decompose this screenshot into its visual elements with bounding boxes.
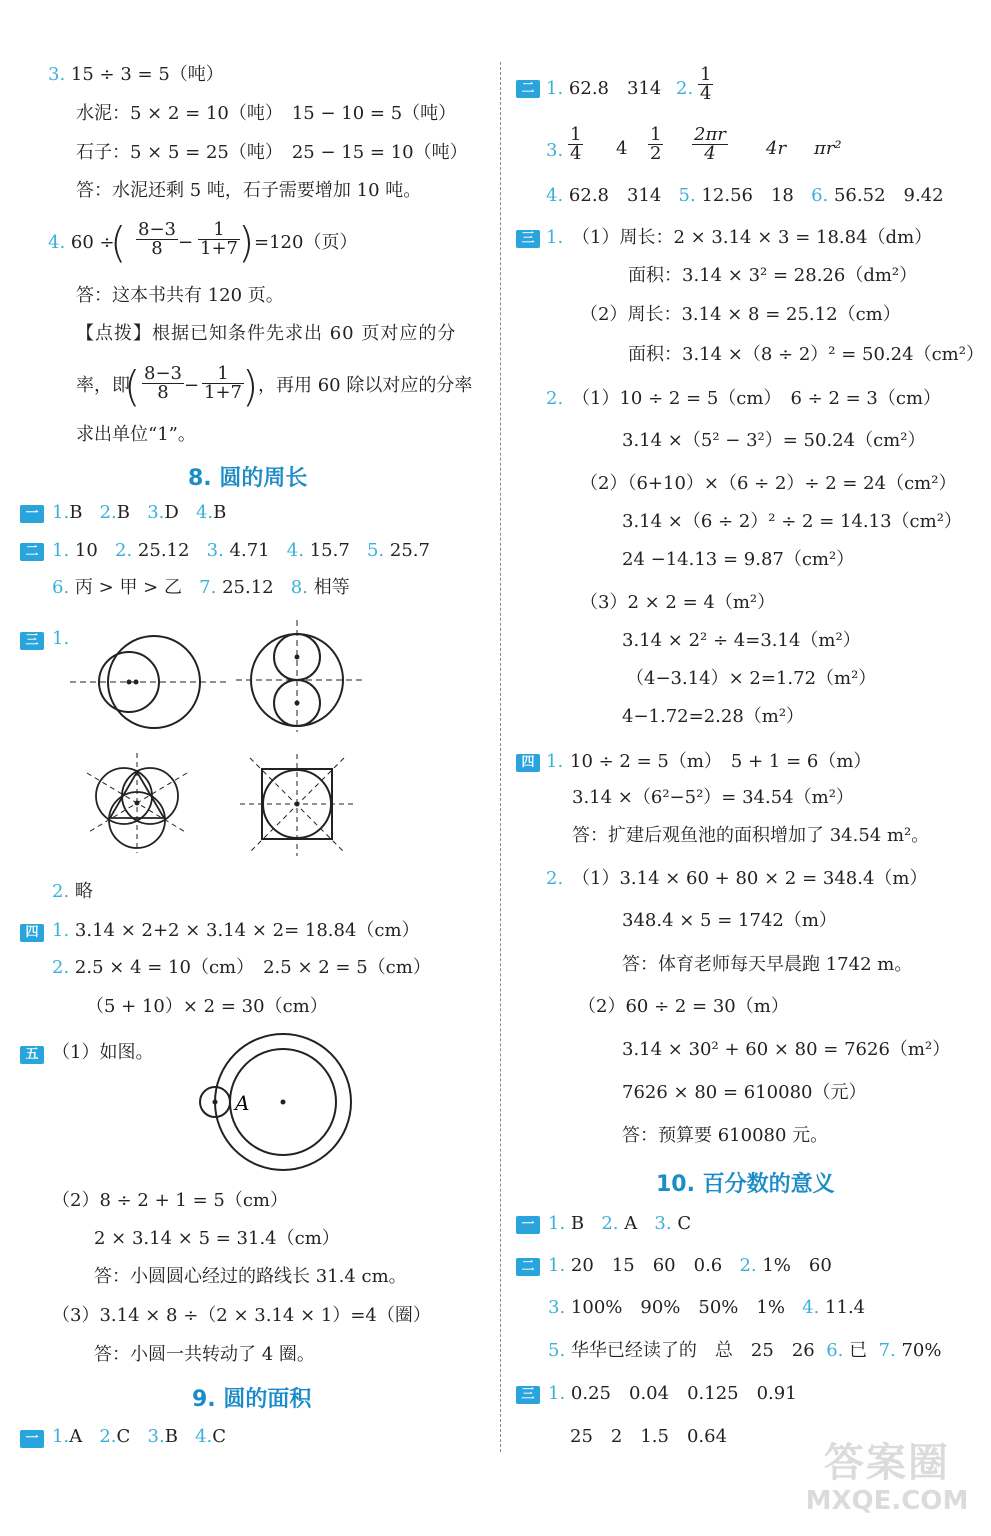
- q4-answer: 答：这本书共有 120 页。: [76, 285, 284, 306]
- point-a-label: A: [235, 1091, 250, 1115]
- sec8-part5-line6: 答：小圆一共转动了 4 圈。: [94, 1344, 315, 1365]
- right-p1-q3-frac-d: $\frac{2\pi r}{4}$: [694, 124, 726, 164]
- q4-result: =120（页）: [254, 232, 358, 253]
- figure-circle-diagram-1: [64, 630, 234, 730]
- part-badge: 五: [20, 1046, 44, 1064]
- right-p3-q2-line: 3.14 ×（5² − 3²）= 50.24（cm²）: [622, 430, 926, 451]
- right-p4-line: 10 ÷ 2 = 5（m） 5 + 1 = 6（m）: [570, 751, 872, 772]
- right-p4-q2-line: 7626 × 80 = 610080（元）: [622, 1082, 867, 1103]
- right-p3-q2-line: （2）（6+10）×（6 ÷ 2）÷ 2 = 24（cm²）: [580, 473, 957, 494]
- sec10-part2-line3: 5. 华华已经读了的 总 25 26 6. 已 7. 70%: [548, 1340, 942, 1361]
- right-p3-q2-line: （1）10 ÷ 2 = 5（cm） 6 ÷ 2 = 3（cm）: [572, 388, 942, 409]
- right-p3-line: （2）周长：3.14 × 8 = 25.12（cm）: [580, 304, 901, 325]
- part-badge: 三: [516, 230, 540, 248]
- section-9-title: 9. 圆的面积: [192, 1387, 312, 1412]
- right-p4-q2-line: 348.4 × 5 = 1742（m）: [622, 910, 837, 931]
- q4-tip-line1: 【点拨】根据已知条件先求出 60 页对应的分: [76, 323, 457, 344]
- sec10-part3-line1: 1. 0.25 0.04 0.125 0.91: [548, 1383, 797, 1404]
- right-p3-line: 面积：3.14 × 3² = 28.26（dm²）: [628, 265, 918, 286]
- sec8-part5-line3: 2 × 3.14 × 5 = 31.4（cm）: [94, 1228, 340, 1249]
- sec8-part5-line5: （3）3.14 × 8 ÷（2 × 3.14 × 1）=4（圈）: [52, 1305, 431, 1326]
- q4-tip-line2a: 率，即: [76, 375, 130, 396]
- part-badge: 二: [516, 1258, 540, 1276]
- q4-tip-fraction2: $\frac{1}{1+7}$: [204, 363, 242, 403]
- part-badge: 四: [20, 924, 44, 942]
- sec8-part4-q2-line2: （5 + 10）× 2 = 30（cm）: [86, 996, 328, 1017]
- right-p1-q1: 1. 62.8 314: [546, 78, 662, 99]
- right-p4-q2-line: 答：预算要 610080 元。: [622, 1125, 829, 1146]
- right-p1-q3-frac-c: $\frac{1}{2}$: [650, 124, 662, 164]
- q4-tip-fraction1: $\frac{8-3}{8}$: [144, 363, 182, 403]
- q3-line3: 石子：5 × 5 = 25（吨） 25 − 15 = 10（吨）: [76, 142, 468, 163]
- right-p1-q2-fraction: $\frac{1}{4}$: [700, 64, 712, 104]
- sec10-part2-line2: 3. 100% 90% 50% 1% 4. 11.4: [548, 1297, 866, 1318]
- part-badge: 二: [516, 80, 540, 98]
- right-p4-q2-line: 3.14 × 30² + 60 × 80 = 7626（m²）: [622, 1039, 951, 1060]
- section-10-title: 10. 百分数的意义: [656, 1172, 835, 1197]
- right-p4-q2-line: （1）3.14 × 60 + 80 × 2 = 348.4（m）: [572, 868, 928, 889]
- figure-triangle-circles: [82, 748, 192, 858]
- right-p3-q2-line: （4−3.14）× 2=1.72（m²）: [626, 668, 877, 689]
- q3-line2: 水泥：5 × 2 = 10（吨） 15 − 10 = 5（吨）: [76, 103, 457, 124]
- q4-tip-line3: 求出单位“1”。: [76, 424, 196, 445]
- right-p3-line: 面积：3.14 ×（8 ÷ 2）² = 50.24（cm²）: [628, 344, 984, 365]
- right-p1-q4-6: 4. 62.8 314 5. 12.56 18 6. 56.52 9.42: [546, 185, 944, 206]
- figure-square-circle: [238, 752, 356, 858]
- q4-line: 4. 60 ÷: [48, 232, 115, 253]
- sec10-part3-line2: 25 2 1.5 0.64: [570, 1426, 728, 1447]
- right-p3-q2-line: 4−1.72=2.28（m²）: [622, 706, 805, 727]
- sec8-part4-q2: 2. 2.5 × 4 = 10（cm） 2.5 × 2 = 5（cm）: [52, 957, 431, 978]
- sec8-part3-q2: 2. 略: [52, 881, 93, 902]
- right-p4-q2-line: 答：体育老师每天早晨跑 1742 m。: [622, 954, 913, 975]
- watermark-logo: 答案圈 MXQE.COM: [805, 1440, 969, 1516]
- part-badge: 二: [20, 543, 44, 561]
- figure-circle-diagram-2: [234, 618, 364, 734]
- sec8-part1-answers: 1.B 2.B 3.D 4.B: [52, 502, 227, 523]
- sec8-part4-q1: 1. 3.14 × 2+2 × 3.14 × 2= 18.84（cm）: [52, 920, 420, 941]
- right-p3-q2-line: 24 −14.13 = 9.87（cm²）: [622, 549, 855, 570]
- right-p4-line: 3.14 ×（6²−5²）= 34.54（m²）: [572, 787, 854, 808]
- sec8-part5-line4: 答：小圆圆心经过的路线长 31.4 cm。: [94, 1266, 407, 1287]
- sec8-part5-line1: （1）如图。: [52, 1042, 154, 1063]
- sec8-part5-line2: （2）8 ÷ 2 + 1 = 5（cm）: [52, 1190, 288, 1211]
- part-badge: 一: [20, 1430, 44, 1448]
- right-p4-q2-line: （2）60 ÷ 2 = 30（m）: [578, 996, 789, 1017]
- right-p3-line: （1）周长：2 × 3.14 × 3 = 18.84（dm）: [572, 227, 933, 248]
- sec8-part2-line1: 1. 10 2. 25.12 3. 4.71 4. 15.7 5. 25.7: [52, 540, 430, 561]
- sec8-part2-line2: 6. 丙 > 甲 > 乙 7. 25.12 8. 相等: [52, 577, 350, 598]
- q4-fraction2: $\frac{1}{1+7}$: [200, 219, 238, 259]
- q3-answer: 答：水泥还剩 5 吨，石子需要增加 10 吨。: [76, 180, 422, 201]
- figure-rolling-circle: [195, 1030, 355, 1174]
- right-p4-line: 答：扩建后观鱼池的面积增加了 34.54 m²。: [572, 825, 930, 846]
- right-p3-q2-line: 3.14 ×（6 ÷ 2）² ÷ 2 = 14.13（cm²）: [622, 511, 962, 532]
- part-badge: 三: [516, 1386, 540, 1404]
- part-badge: 四: [516, 754, 540, 772]
- sec10-part2-line1: 1. 20 15 60 0.6 2. 1% 60: [548, 1255, 832, 1276]
- part-badge: 一: [20, 505, 44, 523]
- q4-fraction1: $\frac{8-3}{8}$: [138, 219, 176, 259]
- column-divider: [500, 62, 501, 1452]
- part-badge: 三: [20, 632, 44, 650]
- part-badge: 一: [516, 1216, 540, 1234]
- section-8-title: 8. 圆的周长: [188, 466, 308, 491]
- q3-line1: 3. 15 ÷ 3 = 5（吨）: [48, 64, 224, 85]
- right-p1-q3-frac-a: $\frac{1}{4}$: [570, 124, 582, 164]
- right-p3-q2-line: （3）2 × 2 = 4（m²）: [580, 592, 776, 613]
- sec10-part1-answers: 1. B 2. A 3. C: [548, 1213, 692, 1234]
- right-p3-q2-line: 3.14 × 2² ÷ 4=3.14（m²）: [622, 630, 861, 651]
- sec9-part1-answers: 1.A 2.C 3.B 4.C: [52, 1426, 227, 1447]
- q4-tip-line2b: ，再用 60 除以对应的分率: [258, 375, 473, 396]
